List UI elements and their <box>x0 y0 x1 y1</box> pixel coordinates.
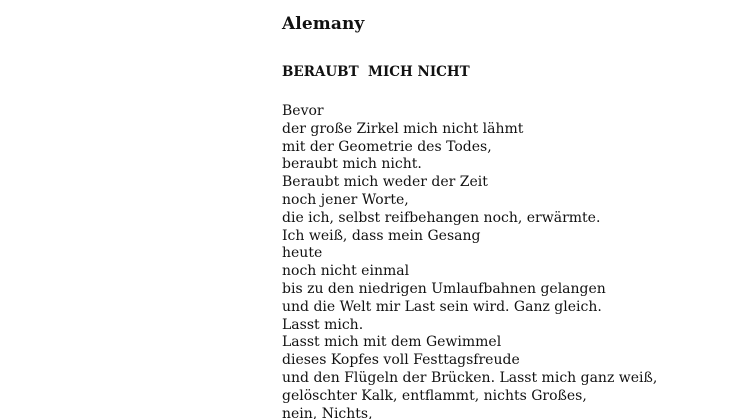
poem-line: die ich, selbst reifbehangen noch, erwärmte. <box>282 209 601 226</box>
poem-line: gelöschter Kalk, entflammt, nichts Großes, <box>282 387 587 404</box>
poem-line: noch nicht einmal <box>282 263 410 280</box>
poem-line: nein, Nichts, <box>282 405 373 419</box>
poem-line: bis zu den niedrigen Umlaufbahnen gelangen <box>282 280 606 297</box>
author-name: Alemany <box>282 14 365 34</box>
poem-line: beraubt mich nicht. <box>282 156 422 173</box>
poem-line: mit der Geometrie des Todes, <box>282 138 492 155</box>
poem-title: BERAUBT MICH NICHT <box>282 64 470 80</box>
poem-line: Beraubt mich weder der Zeit <box>282 174 488 191</box>
poem-line: heute <box>282 245 323 262</box>
poem-line: Bevor <box>282 103 324 119</box>
poem-line: und den Flügeln der Brücken. Lasst mich ganz weiß, <box>282 369 658 386</box>
poem-line: der große Zirkel mich nicht lähmt <box>282 120 524 137</box>
poem-line: noch jener Worte, <box>282 191 409 208</box>
poem-line: Lasst mich. <box>282 316 364 333</box>
poem-line: Ich weiß, dass mein Gesang <box>282 227 481 244</box>
poem-line: Lasst mich mit dem Gewimmel <box>282 334 502 351</box>
poem-line: und die Welt mir Last sein wird. Ganz gleich. <box>282 298 602 315</box>
poem-line: dieses Kopfes voll Festtagsfreude <box>282 352 520 369</box>
poem-body <box>282 103 657 419</box>
